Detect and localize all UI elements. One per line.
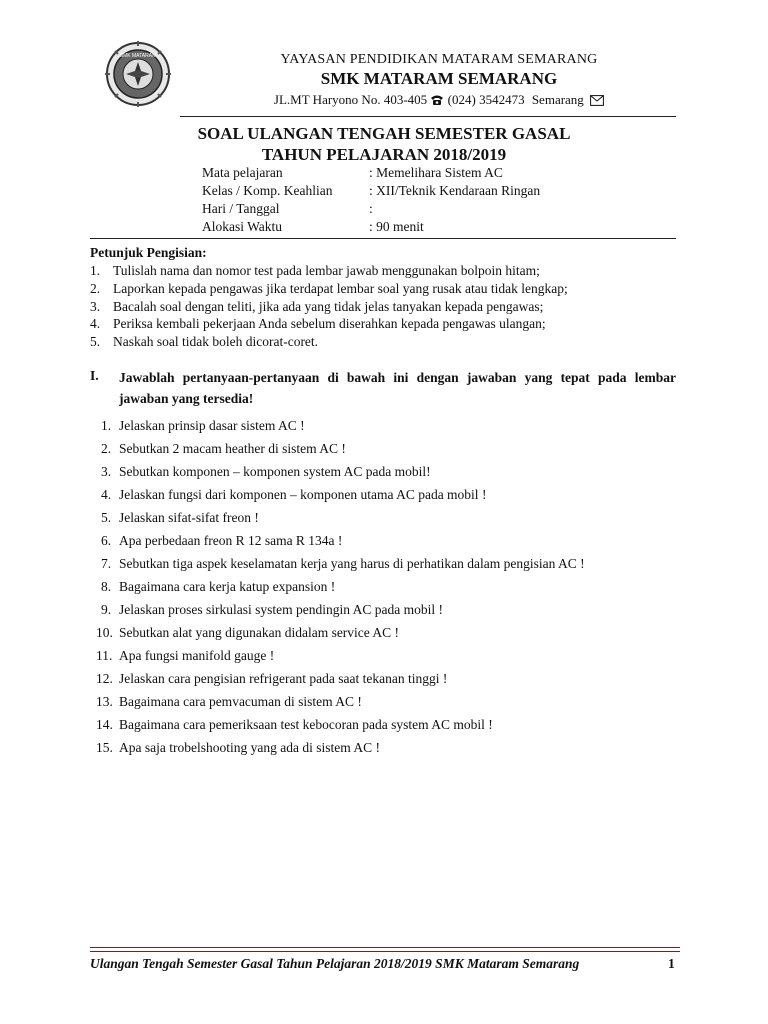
- info-value: : XII/Teknik Kendaraan Ringan: [369, 183, 541, 198]
- info-value: : 90 menit: [369, 219, 424, 234]
- question-text: Jelaskan sifat-sifat freon !: [119, 510, 259, 525]
- footer-divider-thin: [90, 951, 680, 952]
- instruction-number: 1.: [90, 263, 101, 278]
- instruction-number: 4.: [90, 316, 101, 331]
- question-text: Apa perbedaan freon R 12 sama R 134a !: [119, 533, 343, 548]
- page-number: 1: [668, 956, 675, 971]
- question-text: Sebutkan alat yang digunakan didalam service AC !: [119, 625, 400, 640]
- footer-text: Ulangan Tengah Semester Gasal Tahun Pelajaran 2018/2019 SMK Mataram Semarang: [90, 956, 580, 971]
- logo-text: SMK MATARAM: [119, 53, 157, 59]
- question-number: 3.: [101, 464, 112, 479]
- info-label: Alokasi Waktu: [202, 219, 283, 234]
- question-text: Jelaskan proses sirkulasi system pendingin AC pada mobil !: [119, 602, 443, 617]
- question-number: 5.: [101, 510, 112, 525]
- phone-number: (024) 3542473: [447, 92, 525, 107]
- question-text: Sebutkan tiga aspek keselamatan kerja yang harus di perhatikan dalam pengisian AC !: [119, 556, 585, 571]
- instruction-number: 5.: [90, 334, 101, 349]
- question-number: 2.: [101, 441, 112, 456]
- info-divider: [90, 238, 676, 239]
- question-text: Jelaskan fungsi dari komponen – komponen utama AC pada mobil !: [119, 487, 487, 502]
- question-number: 4.: [101, 487, 112, 502]
- school-name: SMK MATARAM SEMARANG: [320, 69, 558, 88]
- question-number: 14.: [96, 717, 113, 732]
- instruction-text: Bacalah soal dengan teliti, jika ada yang tidak jelas tanyakan kepada pengawas;: [113, 299, 544, 314]
- question-text: Apa saja trobelshooting yang ada di sistem AC !: [119, 740, 380, 755]
- info-label: Mata pelajaran: [202, 165, 283, 180]
- question-text: Jelaskan prinsip dasar sistem AC !: [119, 418, 305, 433]
- info-label: Kelas / Komp. Keahlian: [202, 183, 333, 198]
- section-number: I.: [90, 368, 99, 383]
- address-line: [0, 92, 768, 110]
- question-number: 1.: [101, 418, 112, 433]
- header-divider: [180, 116, 676, 117]
- instruction-text: Naskah soal tidak boleh dicorat-coret.: [113, 334, 319, 349]
- info-value: : Memelihara Sistem AC: [369, 165, 503, 180]
- envelope-icon: [590, 94, 604, 110]
- question-text: Bagaimana cara kerja katup expansion !: [119, 579, 336, 594]
- info-value: :: [369, 201, 373, 216]
- question-number: 11.: [96, 648, 113, 663]
- question-text: Bagaimana cara pemeriksaan test kebocoran pada system AC mobil !: [119, 717, 493, 732]
- info-label: Hari / Tanggal: [202, 201, 280, 216]
- question-number: 8.: [101, 579, 112, 594]
- question-number: 13.: [96, 694, 113, 709]
- question-number: 12.: [96, 671, 113, 686]
- section-instruction: Jawablah pertanyaan-pertanyaan di bawah ini dengan jawaban yang tepat pada lembar jawaban yang tersedia!: [119, 370, 676, 406]
- question-text: Apa fungsi manifold gauge !: [119, 648, 275, 663]
- address-text: JL.MT Haryono No. 403-405: [273, 92, 428, 107]
- question-number: 9.: [101, 602, 112, 617]
- question-text: Bagaimana cara pemvacuman di sistem AC !: [119, 694, 362, 709]
- instruction-number: 2.: [90, 281, 101, 296]
- question-number: 10.: [96, 625, 113, 640]
- question-text: Jelaskan cara pengisian refrigerant pada saat tekanan tinggi !: [119, 671, 448, 686]
- instruction-text: Periksa kembali pekerjaan Anda sebelum diserahkan kepada pengawas ulangan;: [113, 316, 546, 331]
- footer-divider: [90, 947, 680, 948]
- city-name: Semarang: [531, 92, 584, 107]
- instructions-heading: Petunjuk Pengisian:: [90, 245, 207, 260]
- instruction-text: Tulislah nama dan nomor test pada lembar jawab menggunakan bolpoin hitam;: [113, 263, 540, 278]
- question-number: 6.: [101, 533, 112, 548]
- foundation-name: YAYASAN PENDIDIKAN MATARAM SEMARANG: [280, 52, 598, 67]
- instruction-text: Laporkan kepada pengawas jika terdapat lembar soal yang rusak atau tidak lengkap;: [113, 281, 568, 296]
- exam-title: SOAL ULANGAN TENGAH SEMESTER GASAL: [197, 124, 571, 143]
- academic-year: TAHUN PELAJARAN 2018/2019: [261, 145, 507, 164]
- question-text: Sebutkan 2 macam heather di sistem AC !: [119, 441, 346, 456]
- phone-icon: [430, 94, 444, 110]
- question-number: 7.: [101, 556, 112, 571]
- question-number: 15.: [96, 740, 113, 755]
- instruction-number: 3.: [90, 299, 101, 314]
- question-text: Sebutkan komponen – komponen system AC pada mobil!: [119, 464, 431, 479]
